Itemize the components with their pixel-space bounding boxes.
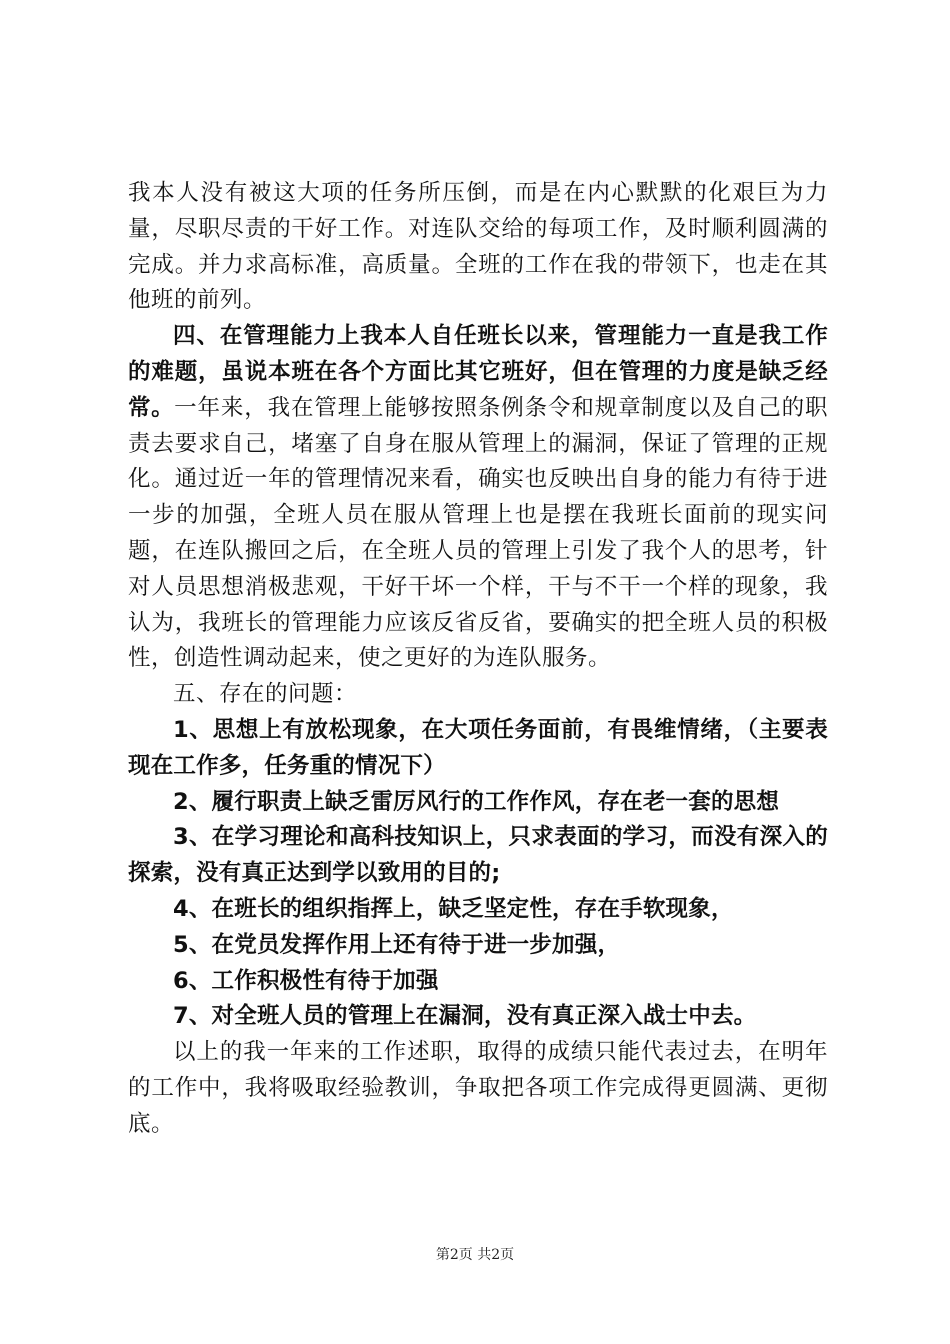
document-body bbox=[128, 176, 828, 1143]
paragraph-continuation: 我本人没有被这大项的任务所压倒，而是在内心默默的化艰巨为力量，尽职尽责的干好工作。对连队交给的每项工作，及时顺利圆满的完成。并力求高标准，高质量。全班的工作在我的带领下，也走在其他班的前列。 bbox=[128, 180, 828, 314]
problem-item-2: 2、履行职责上缺乏雷厉风行的工作作风，存在老一套的思想 bbox=[173, 788, 780, 815]
problem-item-4: 4、在班长的组织指挥上，缺乏坚定性，存在手软现象， bbox=[173, 895, 734, 922]
problem-item-5: 5、在党员发挥作用上还有待于进一步加强， bbox=[173, 931, 621, 958]
page-footer bbox=[0, 1244, 950, 1264]
problem-item-3: 3、在学习理论和高科技知识上，只求表面的学习，而没有深入的探索，没有真正达到学以致用的目的; bbox=[128, 824, 828, 887]
section-heading-problems: 五、存在的问题： bbox=[173, 681, 358, 708]
paragraph-conclusion: 以上的我一年来的工作述职，取得的成绩只能代表过去，在明年的工作中，我将吸取经验教训，争取把各项工作完成得更圆满、更彻底。 bbox=[128, 1039, 828, 1137]
paragraph-heading-run: 四、在管理能力上我本人自任班长以来，管理能力一直是我工作的难题，虽说本班在各个方面比其它班好，但在管理的力度是缺乏经常。 bbox=[128, 323, 828, 421]
page-number-indicator: 第2页 共2页 bbox=[435, 1247, 515, 1263]
problem-item-7: 7、对全班人员的管理上在漏洞，没有真正深入战士中去。 bbox=[173, 1003, 757, 1030]
problem-item-6: 6、工作积极性有待于加强 bbox=[173, 967, 439, 994]
paragraph-body-run: 一年来，我在管理上能够按照条例条令和规章制度以及自己的职责去要求自己，堵塞了自身在服从管理上的漏洞，保证了管理的正规化。通过近一年的管理情况来看，确实也反映出自身的能力有待于进一步的加强，全班人员在服从管理上也是摆在我班长面前的现实问题，在连队搬回之后，在全班人员的管理上引发了我个人的思考，针对人员思想消极悲观，干好干坏一个样，干与不干一个样的现象，我认为，我班长的管理能力应该反省反省，要确实的把全班人员的积极性，创造性调动起来，使之更好的为连队服务。 bbox=[128, 394, 828, 672]
problem-item-1: 1、思想上有放松现象，在大项任务面前，有畏维情绪，（主要表现在工作多，任务重的情况下） bbox=[128, 716, 828, 779]
paragraph-management-ability bbox=[128, 319, 828, 677]
